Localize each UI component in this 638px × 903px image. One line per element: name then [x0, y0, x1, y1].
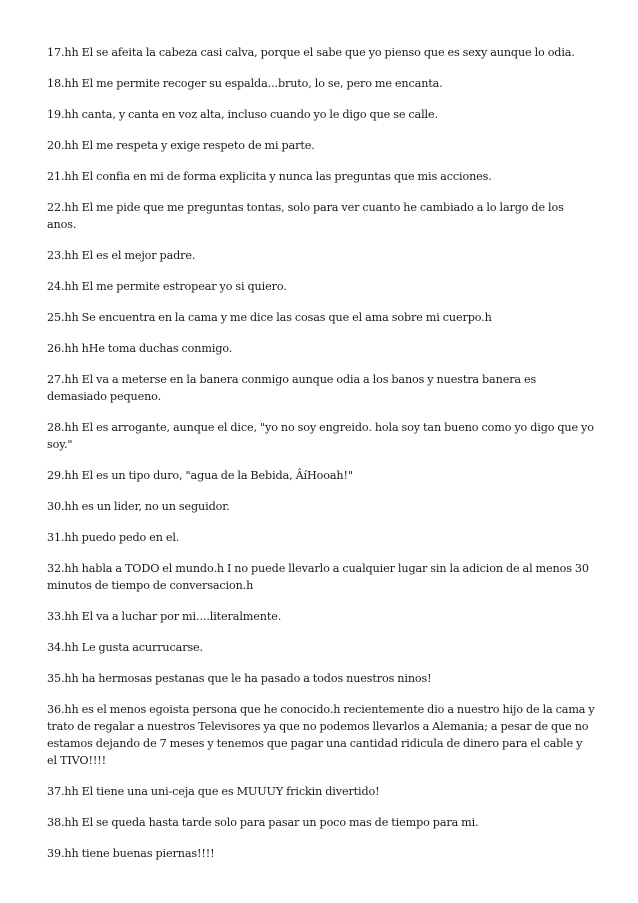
list-item: 36.hh es el menos egoista persona que he conocido.h recientemente dio a nuestro hijo de la cama y trato de regalar a nuestros Televisores ya que no podemos llevarlos a Alemania; a pesar de que no estamos dejando de 7 meses y tenemos que pagar una cantidad ridicula de dinero para el cable y el TIVO!!!! [47, 703, 595, 767]
list-item: 38.hh El se queda hasta tarde solo para pasar un poco mas de tiempo para mi. [47, 816, 479, 829]
list-item: 17.hh El se afeita la cabeza casi calva, porque el sabe que yo pienso que es sexy aunque lo odia. [47, 46, 575, 59]
list-item: 21.hh El confia en mi de forma explicita y nunca las preguntas que mis acciones. [47, 170, 492, 183]
list-item: 26.hh hHe toma duchas conmigo. [47, 342, 233, 355]
list-item: 35.hh ha hermosas pestanas que le ha pasado a todos nuestros ninos! [47, 672, 432, 685]
list-item: 24.hh El me permite estropear yo si quiero. [47, 280, 287, 293]
list-item: 39.hh tiene buenas piernas!!!! [47, 847, 215, 860]
list-item: 37.hh El tiene una uni-ceja que es MUUUY frickin divertido! [47, 785, 380, 798]
list-item: 31.hh puedo pedo en el. [47, 531, 180, 544]
list-item: 25.hh Se encuentra en la cama y me dice las cosas que el ama sobre mi cuerpo.h [47, 311, 492, 324]
list-item: 28.hh El es arrogante, aunque el dice, "yo no soy engreido. hola soy tan bueno como yo digo que yo soy." [47, 421, 594, 451]
list-item: 18.hh El me permite recoger su espalda...bruto, lo se, pero me encanta. [47, 77, 443, 90]
document-page [47, 44, 595, 876]
list-item: 32.hh habla a TODO el mundo.h I no puede llevarlo a cualquier lugar sin la adicion de al menos 30 minutos de tiempo de conversacion.h [47, 562, 589, 592]
list-item: 30.hh es un lider, no un seguidor. [47, 500, 230, 513]
list-item: 20.hh El me respeta y exige respeto de mi parte. [47, 139, 315, 152]
list-item: 33.hh El va a luchar por mi....literalmente. [47, 610, 282, 623]
list-item: 34.hh Le gusta acurrucarse. [47, 641, 203, 654]
list-item: 27.hh El va a meterse en la banera conmigo aunque odia a los banos y nuestra banera es demasiado pequeno. [47, 373, 537, 403]
list-item: 22.hh El me pide que me preguntas tontas, solo para ver cuanto he cambiado a lo largo de los anos. [47, 201, 564, 231]
list-item: 19.hh canta, y canta en voz alta, incluso cuando yo le digo que se calle. [47, 108, 438, 121]
list-item: 29.hh El es un tipo duro, "agua de la Bebida, ÂíHooah!" [47, 469, 353, 482]
list-item: 23.hh El es el mejor padre. [47, 249, 196, 262]
